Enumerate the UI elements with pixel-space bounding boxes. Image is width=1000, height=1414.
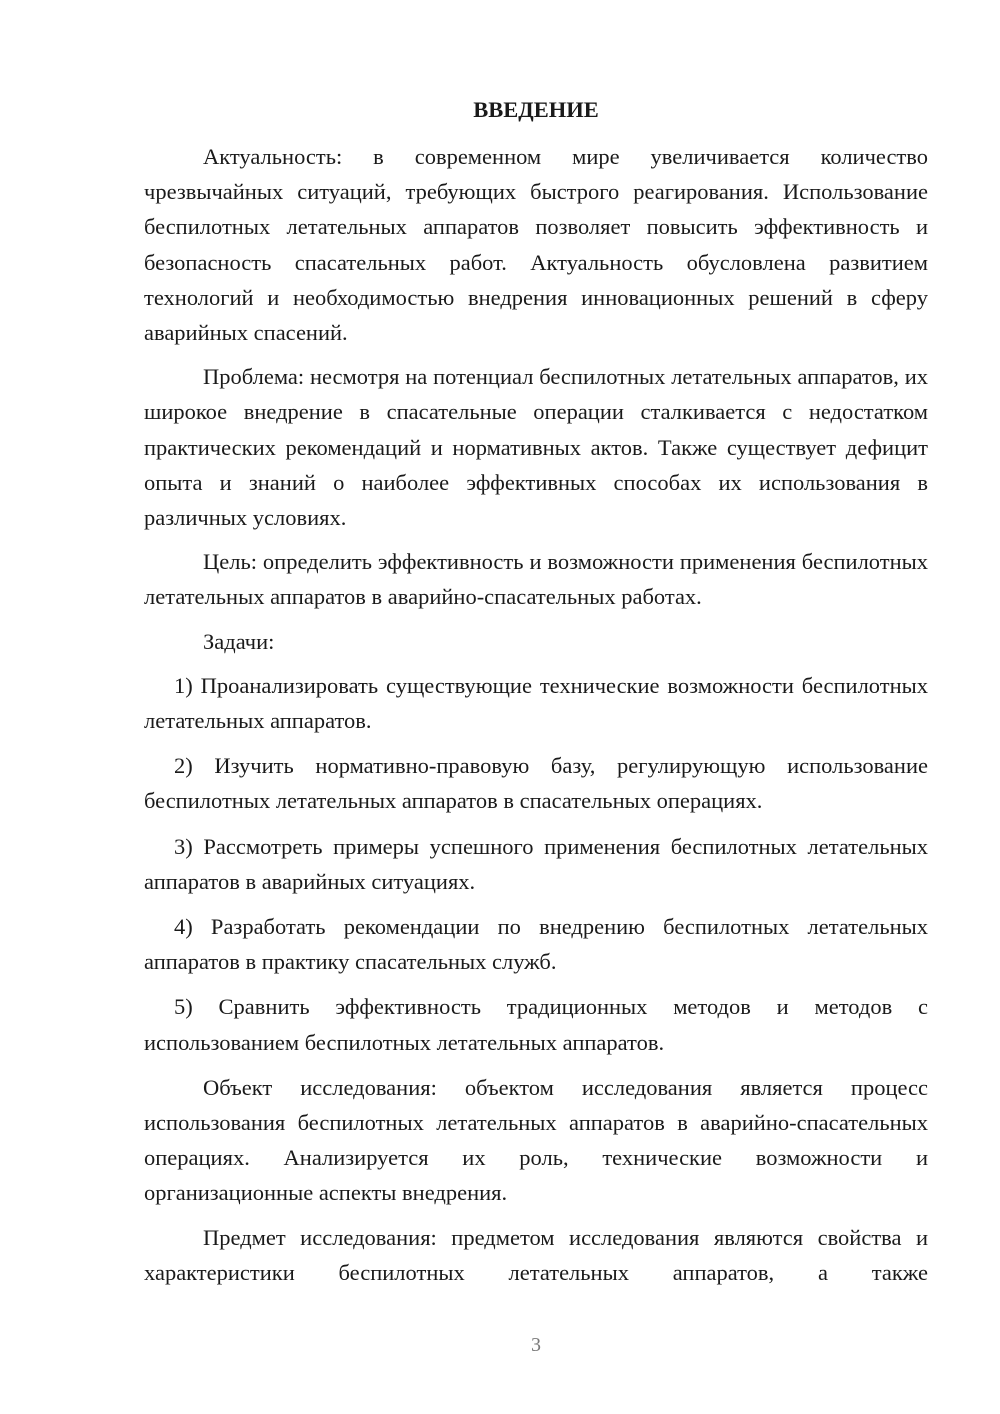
task-item-2: 2) Изучить нормативно-правовую базу, регулирующую использование беспилотных летательных аппаратов в спасательных операциях. <box>144 753 928 814</box>
goal-paragraph: Цель: определить эффективность и возможности применения беспилотных летательных аппаратов в аварийно-спасательных работах. <box>144 549 928 610</box>
page-number: 3 <box>531 1334 541 1356</box>
task-item-3: 3) Рассмотреть примеры успешного применения беспилотных летательных аппаратов в аварийных ситуациях. <box>144 833 928 894</box>
task-item-4: 4) Разработать рекомендации по внедрению беспилотных летательных аппаратов в практику спасательных служб. <box>144 914 928 975</box>
relevance-paragraph: Актуальность: в современном мире увеличивается количество чрезвычайных ситуаций, требующих быстрого реагирования. Использование беспилотных летательных аппаратов позволяет повысить эффективность и безопасность спасательных работ. Актуальность обусловлена развитием технологий и необходимостью внедрения инновационных решений в сферу аварийных спасений. <box>144 144 928 346</box>
page-content <box>144 92 928 1299</box>
section-heading: ВВЕДЕНИЕ <box>473 97 599 122</box>
object-paragraph: Объект исследования: объектом исследования является процесс использования беспилотных летательных аппаратов в аварийно-спасательных операциях. Анализируется их роль, технические возможности и организационные аспекты внедрения. <box>144 1074 928 1206</box>
tasks-label: Задачи: <box>203 628 275 654</box>
task-item-1: 1) Проанализировать существующие технические возможности беспилотных летательных аппаратов. <box>144 672 928 734</box>
subject-paragraph: Предмет исследования: предметом исследования являются свойства и характеристики беспилотных летательных аппаратов, а также <box>144 1224 928 1285</box>
task-item-5: 5) Сравнить эффективность традиционных методов и методов с использованием беспилотных летательных аппаратов. <box>144 994 928 1055</box>
problem-paragraph: Проблема: несмотря на потенциал беспилотных летательных аппаратов, их широкое внедрение в спасательные операции сталкивается с недостатком практических рекомендаций и нормативных актов. Также существует дефицит опыта и знаний о наиболее эффективных способах их использования в различных условиях. <box>144 364 928 531</box>
